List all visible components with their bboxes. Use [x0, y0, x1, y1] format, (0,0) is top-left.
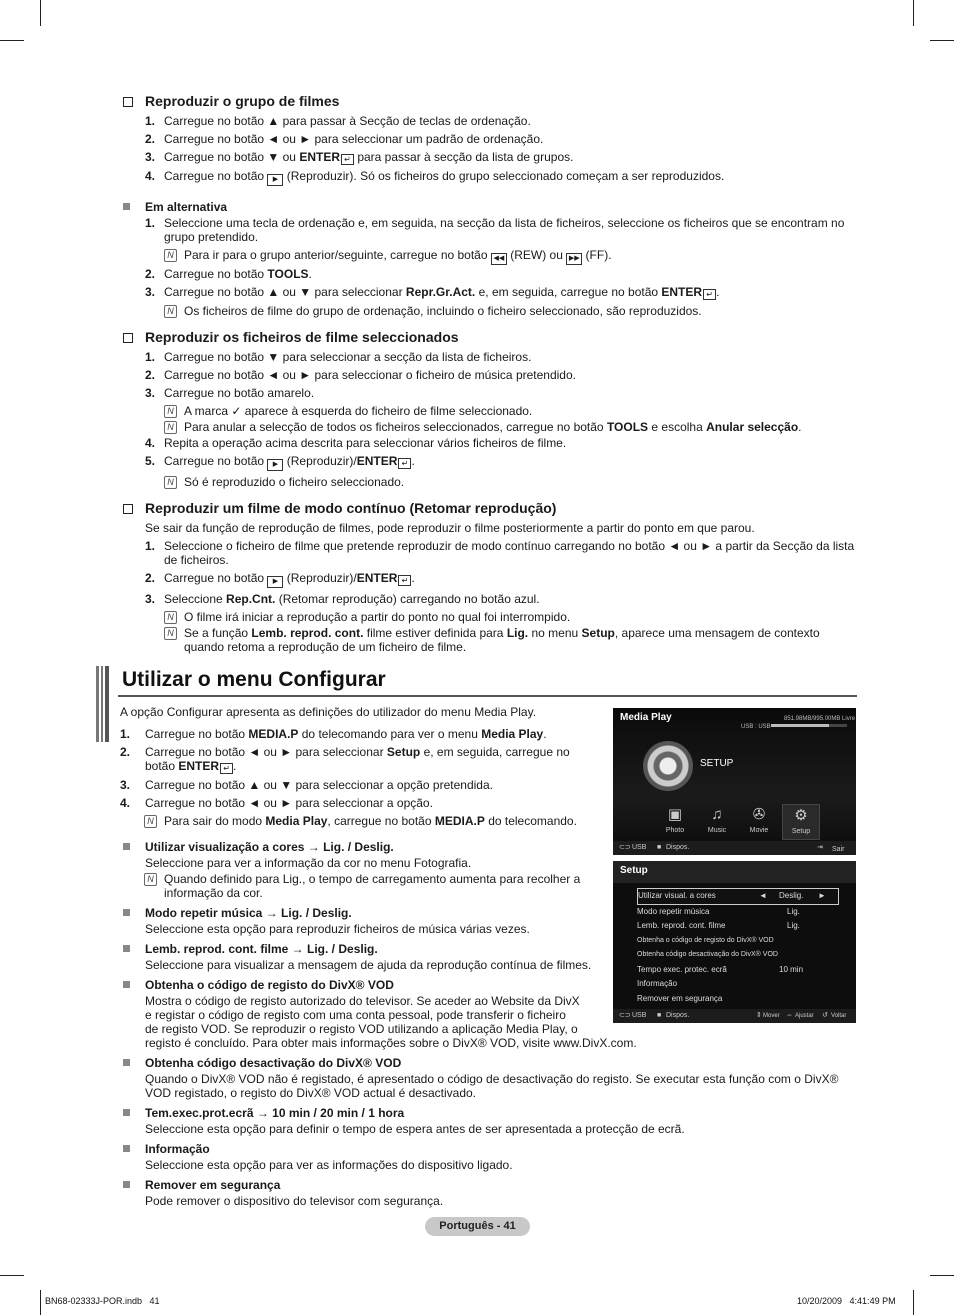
- enter-icon: ↵: [398, 458, 411, 469]
- chapter-bars: [96, 666, 110, 742]
- left-right-icon: ⇔: [786, 1012, 793, 1019]
- paragraph: Mostra o código de registo autorizado do televisor. Se aceder ao Website da DivX e registar o código de registo com uma conta pessoal, pode transferir o ficheiro de registo VOD. Se reproduzir o registo VOD utilizando a aplicação Media Play, o registo é concluído. Para obter mais informações sobre o DivX® VOD, visite www.DivX.com.: [145, 994, 637, 1050]
- note-icon: N: [164, 249, 177, 262]
- storage-bar: [771, 724, 847, 727]
- step: 1. Carregue no botão ▲ para passar à Secção de teclas de ordenação.: [145, 114, 531, 128]
- paragraph: Se sair da função de reprodução de filmes, pode reproduzir o filme posteriormente a partir do ponto em que parou.: [145, 521, 755, 535]
- step: 2. Carregue no botão TOOLS.: [145, 267, 312, 281]
- bullet-heading: Em alternativa: [120, 200, 860, 214]
- footer-date: 10/20/2009 4:41:49 PM: [797, 1296, 896, 1306]
- tile-movie[interactable]: ✇ Movie: [741, 804, 777, 838]
- arrow-right-icon: ►: [818, 891, 826, 900]
- step: 4. Carregue no botão ◄ ou ► para seleccionar a opção.: [120, 796, 433, 810]
- chapter-heading: [96, 668, 857, 698]
- movie-icon: ✇: [752, 806, 766, 823]
- setup-row[interactable]: Informação: [637, 979, 678, 988]
- rewind-icon: ◀◀: [491, 253, 507, 265]
- media-play-title: Media Play: [620, 712, 672, 723]
- setup-row[interactable]: Utilizar visual. a cores ◄ Deslig. ►: [637, 888, 839, 905]
- crop-mark: [930, 1275, 954, 1276]
- note-icon: N: [164, 421, 177, 434]
- fast-forward-icon: ▶▶: [566, 253, 582, 265]
- crop-mark: [40, 1290, 41, 1315]
- section-title: Reproduzir um filme de modo contínuo (Retomar reprodução): [120, 499, 860, 517]
- paragraph: Seleccione esta opção para definir o tempo de espera antes de ser apresentada a protecção de ecrã.: [145, 1122, 685, 1136]
- square-bullet-icon: [123, 1109, 130, 1116]
- media-play-screen: [613, 708, 856, 855]
- section-title: Reproduzir o grupo de filmes: [120, 92, 860, 110]
- page-number-badge: Português - 41: [425, 1217, 530, 1236]
- square-bullet-icon: [123, 1181, 130, 1188]
- up-down-icon: ⇕: [756, 1012, 762, 1019]
- note: N Só é reproduzido o ficheiro seleccionado.: [120, 475, 860, 489]
- square-bullet-icon: [123, 1059, 130, 1066]
- step: 3. Carregue no botão amarelo.: [145, 386, 315, 400]
- note-icon: N: [144, 873, 157, 886]
- crop-mark: [0, 40, 24, 41]
- note: N Para sair do modo Media Play, carregue no botão MEDIA.P do telecomando.: [120, 814, 600, 828]
- enter-icon: ↵: [398, 575, 411, 586]
- step: 3. Carregue no botão ▲ ou ▼ para seleccionar Repr.Gr.Act. e, em seguida, carregue no botão ENTER ↵ .: [145, 285, 720, 299]
- chapter-title: Utilizar o menu Configurar: [122, 668, 386, 691]
- step: 4. Carregue no botão ▶ (Reproduzir). Só os ficheiros do grupo seleccionado começam a ser reproduzidos.: [120, 169, 860, 186]
- usb-icon: ⊂⊃: [619, 1012, 631, 1019]
- note: N Os ficheiros de filme do grupo de ordenação, incluindo o ficheiro seleccionado, são reproduzidos.: [120, 304, 860, 318]
- music-icon: ♫: [711, 806, 723, 823]
- step: 1. Seleccione o ficheiro de filme que pretende reproduzir de modo contínuo carregando no botão ◄ ou ► a partir da Secção da lista de ficheiros.: [145, 539, 855, 567]
- setup-row[interactable]: Modo repetir música Lig.: [637, 906, 800, 916]
- square-icon: ■: [657, 1012, 662, 1019]
- step: 3. Seleccione Rep.Cnt. (Retomar reprodução) carregando no botão azul.: [145, 592, 540, 606]
- return-icon: ↺: [822, 1012, 828, 1019]
- setup-row[interactable]: Obtenha o código de registo do DivX® VOD: [637, 936, 774, 944]
- setup-row[interactable]: Tempo exec. protec. ecrã 10 min: [637, 964, 804, 974]
- media-tiles: [657, 804, 837, 838]
- enter-icon: ↵: [220, 763, 233, 774]
- play-icon: ▶: [267, 576, 283, 588]
- photo-icon: ▣: [667, 806, 683, 823]
- setup-row[interactable]: Obtenha código desactivação do DivX® VOD: [637, 951, 778, 958]
- crop-mark: [930, 40, 954, 41]
- note-icon: N: [164, 611, 177, 624]
- setup-footer: ⊂⊃ USB ■ Dispos. ⇕ Mover ⇔ Ajustar ↺ Voltar: [613, 1009, 856, 1023]
- exit-icon: ⇥: [817, 844, 823, 851]
- crop-mark: [913, 1290, 914, 1315]
- square-bullet-icon: [123, 203, 130, 210]
- checkbox-icon: [123, 504, 133, 514]
- paragraph: Seleccione esta opção para ver as informações do dispositivo ligado.: [145, 1158, 513, 1172]
- play-icon: ▶: [267, 174, 283, 186]
- step: 2. Carregue no botão ◄ ou ► para seleccionar o ficheiro de música pretendido.: [145, 368, 576, 382]
- config-steps: [120, 705, 637, 1050]
- bullet-heading: Obtenha o código de registo do DivX® VOD: [120, 978, 600, 992]
- step: 2. Carregue no botão ◄ ou ► para seleccionar um padrão de ordenação.: [145, 132, 544, 146]
- setup-title: Setup: [620, 865, 648, 876]
- bullet-heading: Modo repetir música → Lig. / Deslig.: [120, 906, 600, 920]
- gear-icon: ⚙: [794, 807, 808, 824]
- step: 1. Seleccione uma tecla de ordenação e, em seguida, na secção da lista de ficheiros, seleccione os ficheiros que se encontram no grupo pretendido.: [145, 216, 845, 244]
- note-icon: N: [164, 627, 177, 640]
- setup-header: [613, 861, 856, 883]
- upper-content: [120, 92, 860, 656]
- setup-row[interactable]: Remover em segurança: [637, 993, 723, 1003]
- gear-icon: [643, 741, 693, 791]
- note: N O filme irá iniciar a reprodução a partir do ponto no qual foi interrompido.: [120, 610, 860, 624]
- setup-menu: [637, 888, 839, 1006]
- note-icon: N: [164, 305, 177, 318]
- note-icon: N: [144, 815, 157, 828]
- step: 1. Carregue no botão MEDIA.P do telecomando para ver o menu Media Play.: [120, 727, 547, 741]
- section-title: Reproduzir os ficheiros de filme seleccionados: [120, 328, 860, 346]
- usb-icon: ⊂⊃: [619, 844, 631, 851]
- square-bullet-icon: [123, 843, 130, 850]
- checkmark-icon: ✓: [231, 404, 242, 418]
- enter-icon: ↵: [341, 154, 354, 165]
- square-bullet-icon: [123, 945, 130, 952]
- bullet-heading: Lemb. reprod. cont. filme → Lig. / Deslig.: [120, 942, 600, 956]
- bullet-heading: Tem.exec.prot.ecrã → 10 min / 20 min / 1 hora: [120, 1106, 860, 1120]
- crop-mark: [40, 0, 41, 26]
- square-bullet-icon: [123, 909, 130, 916]
- square-bullet-icon: [123, 1145, 130, 1152]
- step: 1. Carregue no botão ▼ para seleccionar a secção da lista de ficheiros.: [145, 350, 532, 364]
- note: N A marca ✓ aparece à esquerda do ficheiro de filme seleccionado.: [120, 404, 860, 418]
- chapter-rule: [118, 695, 857, 697]
- square-icon: ■: [657, 844, 662, 851]
- enter-icon: ↵: [703, 289, 716, 300]
- footer-file: BN68-02333J-POR.indb 41: [45, 1296, 160, 1306]
- media-play-footer: ⊂⊃ USB ■ Dispos. ⇥ Sair: [613, 841, 856, 855]
- tile-music[interactable]: ♫ Music: [699, 804, 735, 838]
- note-icon: N: [164, 476, 177, 489]
- bullet-heading: Utilizar visualização a cores → Lig. / Deslig.: [120, 840, 600, 854]
- bullet-heading: Remover em segurança: [120, 1178, 860, 1192]
- setup-label: SETUP: [700, 758, 734, 769]
- arrow-left-icon: ◄: [759, 891, 767, 900]
- config-options-lower: [120, 1050, 860, 1212]
- note: N Para anular a selecção de todos os ficheiros seleccionados, carregue no botão TOOLS e escolha Anular selecção.: [120, 420, 860, 434]
- square-bullet-icon: [123, 981, 130, 988]
- step: 5. Carregue no botão ▶ (Reproduzir)/ENTER ↵ .: [120, 454, 860, 471]
- paragraph: Pode remover o dispositivo do televisor com segurança.: [145, 1194, 444, 1208]
- note: N Para ir para o grupo anterior/seguinte, carregue no botão ◀◀ (REW) ou ▶▶ (FF).: [120, 248, 860, 265]
- paragraph: A opção Configurar apresenta as definições do utilizador do menu Media Play.: [120, 705, 537, 719]
- storage-info: 851.98MB/995.00MB Livre: [784, 716, 856, 722]
- checkbox-icon: [123, 97, 133, 107]
- step: 4. Repita a operação acima descrita para seleccionar vários ficheiros de filme.: [145, 436, 567, 450]
- device-info: USB : USB: [741, 724, 771, 730]
- setup-screen: [613, 861, 856, 1023]
- crop-mark: [913, 0, 914, 26]
- paragraph: Seleccione para visualizar a mensagem de ajuda da reprodução contínua de filmes.: [145, 958, 592, 972]
- step: 3. Carregue no botão ▲ ou ▼ para seleccionar a opção pretendida.: [120, 778, 493, 792]
- play-icon: ▶: [267, 459, 283, 471]
- note: N Quando definido para Lig., o tempo de carregamento aumenta para recolher a informação da cor.: [120, 872, 600, 900]
- paragraph: Seleccione para ver a informação da cor no menu Fotografia.: [145, 856, 472, 870]
- bullet-heading: Obtenha código desactivação do DivX® VOD: [120, 1056, 860, 1070]
- paragraph: Seleccione esta opção para reproduzir ficheiros de música várias vezes.: [145, 922, 530, 936]
- step: 3. Carregue no botão ▼ ou ENTER ↵ para passar à secção da lista de grupos.: [145, 150, 574, 164]
- bullet-heading: Informação: [120, 1142, 860, 1156]
- checkbox-icon: [123, 333, 133, 343]
- note: N Se a função Lemb. reprod. cont. filme estiver definida para Lig. no menu Setup, aparece uma mensagem de contexto quando retoma a reprodução de um ficheiro de filme.: [120, 626, 860, 654]
- step: 2. Carregue no botão ▶ (Reproduzir)/ENTER ↵ .: [120, 571, 860, 588]
- paragraph: Quando o DivX® VOD não é registado, é apresentado o código de desactivação do registo. Se executar esta função com o DivX® VOD registado, o registo do DivX® VOD actual é desactivado.: [145, 1072, 839, 1100]
- crop-mark: [0, 1275, 24, 1276]
- setup-row[interactable]: Lemb. reprod. cont. filme Lig.: [637, 921, 800, 930]
- tile-setup[interactable]: ⚙ Setup: [782, 804, 820, 840]
- note-icon: N: [164, 405, 177, 418]
- tile-photo[interactable]: ▣ Photo: [657, 804, 693, 838]
- step: 2. Carregue no botão ◄ ou ► para seleccionar Setup e, em seguida, carregue no botão ENTER ↵ .: [120, 745, 570, 773]
